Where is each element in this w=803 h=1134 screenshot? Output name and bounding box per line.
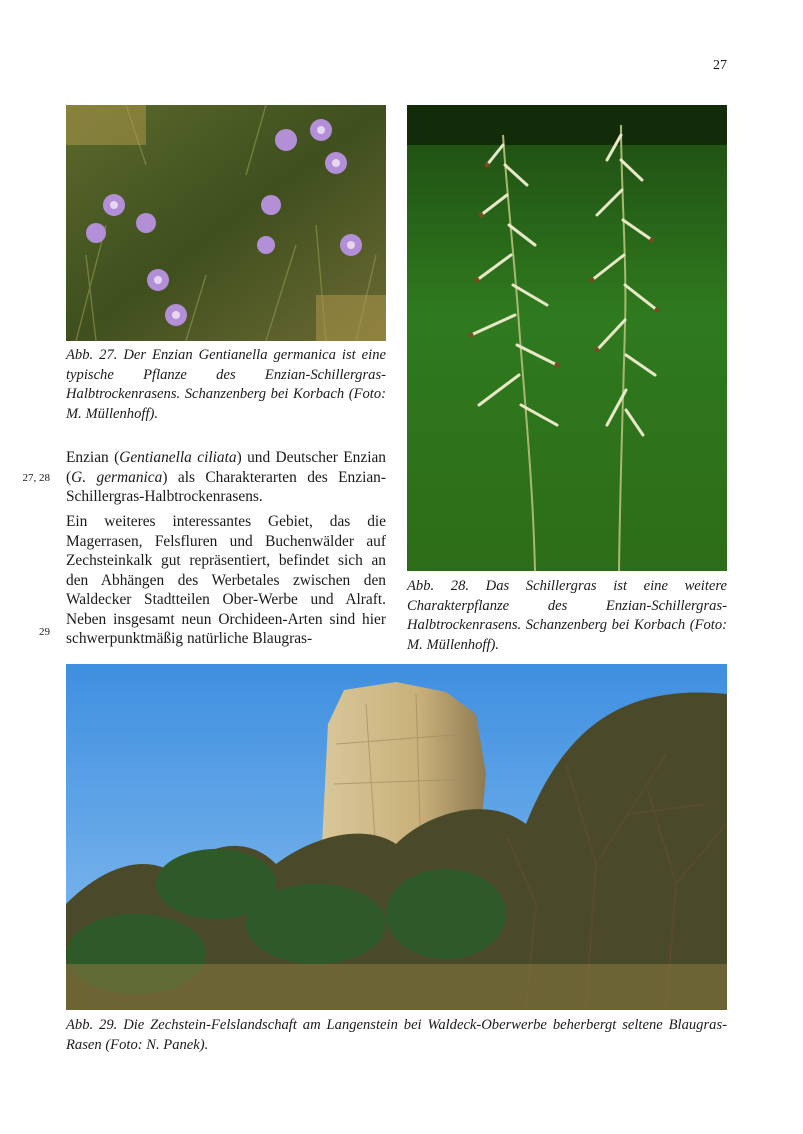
species-name: Gentianella ciliata bbox=[119, 449, 237, 466]
figure-27-photo bbox=[66, 105, 386, 341]
schillergras-grass-photo bbox=[407, 105, 727, 571]
text-segment: Enzian ( bbox=[66, 449, 120, 466]
figure-27-caption: Abb. 27. Der Enzian Gentianella germanica ist eine typische Pflanze des Enzian-Schillergras-Halbtrockenrasens. Schanzenberg bei Korbach (Foto: M. Müllenhoff). bbox=[66, 347, 386, 422]
body-paragraph-1 bbox=[66, 448, 386, 507]
limestone-rock-landscape-photo bbox=[66, 664, 727, 1010]
species-name: G. germanica bbox=[71, 468, 163, 486]
body-paragraph-2: Ein weiteres interessantes Gebiet, das die Magerrasen, Felsfluren und Buchenwälder auf Zechsteinkalk gut repräsentiert, befindet sich an den Abhängen des Werbetales zwischen den Waldecker Stadtteilen Ober-Werbe und Alraft. Neben insgesamt neun Orchideen-Arten sind hier schwerpunktmäßig natürliche Blaugras- bbox=[66, 513, 386, 647]
figure-29-photo bbox=[66, 664, 727, 1010]
pink-gentian-flowers-photo bbox=[66, 105, 386, 341]
figure-29-caption: Abb. 29. Die Zechstein-Felslandschaft am Langenstein bei Waldeck-Oberwerbe beherbergt seltene Blaugras-Rasen (Foto: N. Panek). bbox=[66, 1017, 727, 1053]
figure-28-caption: Abb. 28. Das Schillergras ist eine weitere Charakterpflanze des Enzian-Schillergras-Halbtrockenrasens. Schanzenberg bei Korbach (Foto: M. Müllenhoff). bbox=[407, 578, 727, 653]
figure-28-photo bbox=[407, 105, 727, 571]
text-segment: ) und Deutscher Enzian ( bbox=[66, 449, 386, 486]
text-segment: ) als Charakterarten des Enzian-Schillergras-Halbtrockenrasens. bbox=[66, 468, 386, 505]
margin-ref-figures-27-28: 27, 28 bbox=[22, 472, 50, 484]
page-number: 27 bbox=[713, 58, 727, 73]
margin-ref-figure-29: 29 bbox=[39, 626, 50, 638]
